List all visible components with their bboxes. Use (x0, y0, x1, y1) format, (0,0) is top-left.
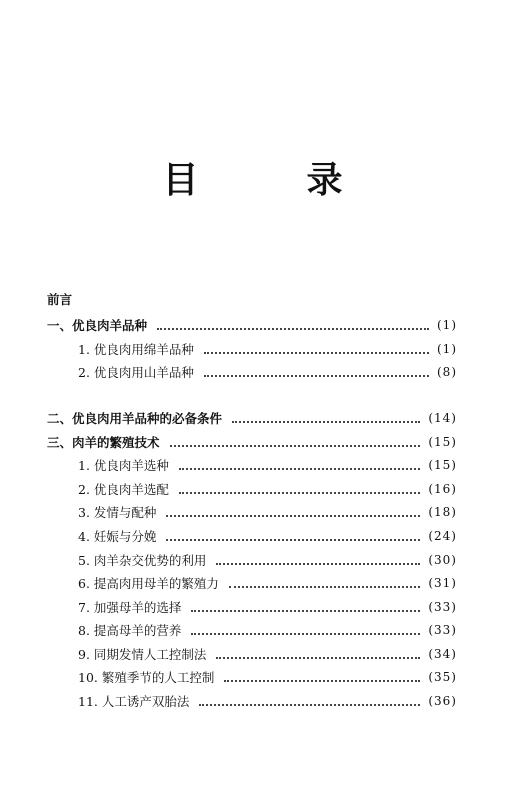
toc-entry-label: 2. 优良肉羊选配 (78, 482, 169, 497)
toc-entry-label: 10. 繁殖季节的人工控制 (78, 670, 215, 685)
dot-leader (199, 703, 420, 706)
toc-preface (47, 289, 167, 309)
toc-entry (78, 597, 457, 617)
dot-leader (229, 585, 420, 588)
toc-entry-label: 4. 妊娠与分娩 (78, 529, 157, 544)
dot-leader (166, 538, 420, 541)
toc-entry-page: (30) (428, 553, 457, 567)
toc-entry-page: (1) (437, 342, 457, 356)
toc-entry-page: (15) (428, 458, 457, 472)
toc-entry (78, 550, 457, 570)
toc-entry (47, 432, 457, 452)
toc-entry-page: (18) (428, 505, 457, 519)
toc-entry-label: 11. 人工诱产双胎法 (78, 694, 190, 709)
toc-entry-label: 3. 发情与配种 (78, 505, 157, 520)
dot-leader (170, 444, 421, 447)
dot-leader (157, 327, 429, 330)
toc-entry (47, 315, 457, 335)
dot-leader (216, 656, 420, 659)
toc-entry-page: (31) (428, 576, 457, 590)
toc-entry (78, 455, 457, 475)
toc-entry-label: 二、优良肉用羊品种的必备条件 (47, 411, 223, 426)
dot-leader (191, 609, 420, 612)
toc-entry (78, 667, 457, 687)
toc-entry-page: (1) (437, 318, 457, 332)
dot-leader (204, 374, 429, 377)
dot-leader (179, 467, 420, 470)
toc-entry (78, 526, 457, 546)
toc-entry-label: 5. 肉羊杂交优势的利用 (78, 553, 207, 568)
toc-entry-page: (33) (428, 623, 457, 637)
toc-entry (78, 620, 457, 640)
toc-entry-label: 三、肉羊的繁殖技术 (47, 435, 160, 450)
dot-leader (232, 420, 420, 423)
toc-entry (78, 479, 457, 499)
toc-entry (47, 408, 457, 428)
dot-leader (191, 632, 420, 635)
toc-entry-label: 1. 优良肉羊选种 (78, 458, 169, 473)
toc-entry (78, 644, 457, 664)
toc-entry-page: (35) (428, 670, 457, 684)
toc-entry-label: 一、优良肉羊品种 (47, 318, 148, 333)
toc-entry-label: 9. 同期发情人工控制法 (78, 647, 207, 662)
dot-leader (224, 679, 420, 682)
toc-entry-page: (15) (428, 435, 457, 449)
toc-entry-label: 6. 提高肉用母羊的繁殖力 (78, 576, 219, 591)
page-title: 目 录 (162, 160, 379, 201)
toc-entry-label: 8. 提高母羊的营养 (78, 623, 182, 638)
toc-entry-page: (36) (428, 694, 457, 708)
toc-entry (78, 573, 457, 593)
toc-entry (78, 691, 457, 711)
toc-entry-page: (8) (437, 365, 457, 379)
toc-entry-label: 7. 加强母羊的选择 (78, 600, 182, 615)
toc-entry-page: (34) (428, 647, 457, 661)
toc-preface-label: 前言 (47, 292, 73, 307)
dot-leader (204, 351, 429, 354)
dot-leader (179, 491, 420, 494)
toc-entry (78, 339, 457, 359)
toc-entry-page: (24) (428, 529, 457, 543)
dot-leader (216, 562, 420, 565)
toc-entry-page: (14) (428, 411, 457, 425)
toc-entry (78, 502, 457, 522)
dot-leader (166, 514, 420, 517)
toc-entry-label: 2. 优良肉用山羊品种 (78, 365, 194, 380)
toc-entry-page: (16) (428, 482, 457, 496)
toc-entry (78, 362, 457, 382)
toc-entry-page: (33) (428, 600, 457, 614)
toc-entry-label: 1. 优良肉用绵羊品种 (78, 342, 194, 357)
